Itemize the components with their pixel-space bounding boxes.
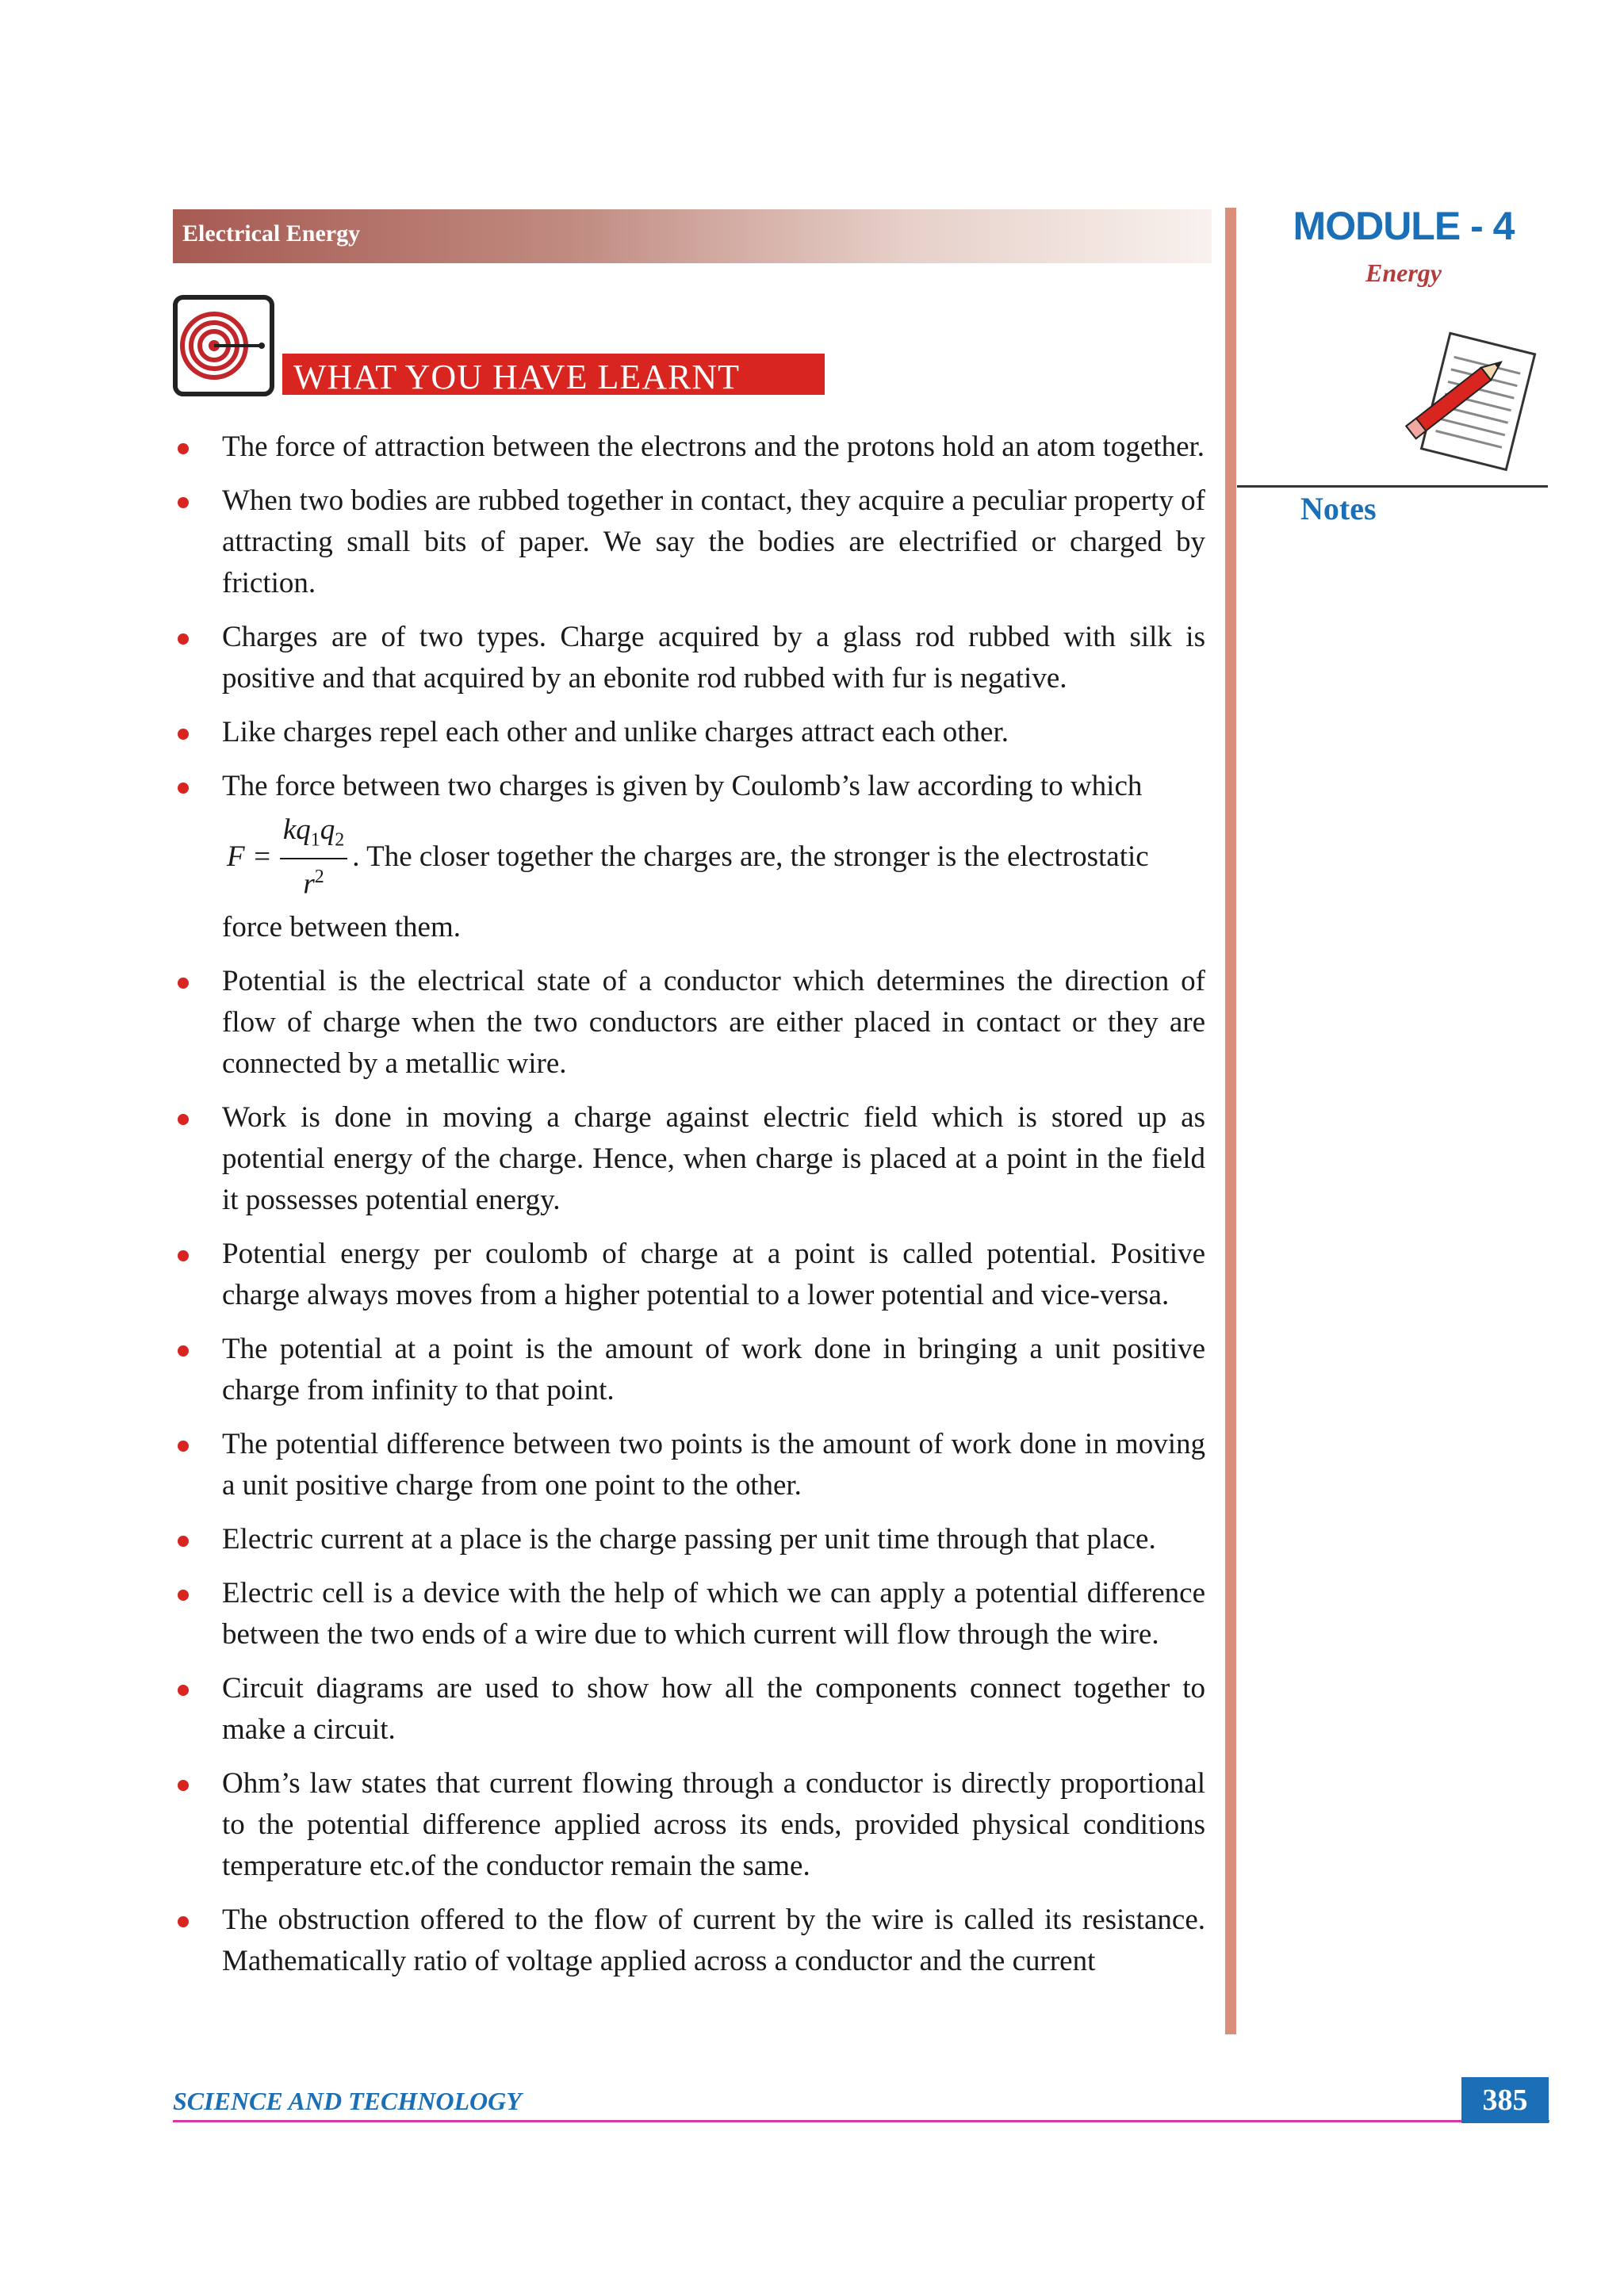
notes-divider [1237, 485, 1548, 488]
list-item: Potential energy per coulomb of charge at a point is called potential. Positive charge always moves from a higher potential to a lower potential and vice-versa. [174, 1234, 1205, 1316]
page-number: 385 [1461, 2077, 1549, 2123]
notes-pencil-icon [1386, 325, 1537, 492]
bullet-dot-icon [178, 1441, 189, 1452]
bullet-dot-icon [178, 1345, 189, 1357]
formula-fraction [280, 813, 347, 901]
bullet-dot-icon [178, 1590, 189, 1601]
notes-label: Notes [1300, 491, 1377, 526]
list-item: The potential at a point is the amount of work done in bringing a unit positive charge from infinity to that point. [174, 1329, 1205, 1411]
list-item: Charges are of two types. Charge acquired by a glass rod rubbed with silk is positive and that acquired by an ebonite rod rubbed with fur is negative. [174, 617, 1205, 699]
list-item: The obstruction offered to the flow of current by the wire is called its resistance. Mathematically ratio of voltage applied across a conductor and the current [174, 1900, 1205, 1982]
module-subtitle: Energy [1365, 258, 1442, 287]
bullet-dot-icon [178, 1536, 189, 1547]
bullet-dot-icon [178, 978, 189, 989]
target-icon [173, 295, 274, 396]
section-title: WHAT YOU HAVE LEARNT [293, 358, 741, 396]
module-title: MODULE - 4 [1293, 204, 1515, 248]
bullet-dot-icon [178, 497, 189, 508]
list-item-coulomb: The force between two charges is given by Coulomb’s law according to which F = $\frac{kq_1q_2}{r^2}$ . The closer together the charges are, the stronger is the electrostatic force between them. [174, 766, 1205, 948]
formula-denominator: $r^2$ [303, 866, 324, 900]
bullet-dot-icon [178, 1685, 189, 1696]
section-header-band [173, 209, 1212, 263]
list-item: Circuit diagrams are used to show how all the components connect together to make a circuit. [174, 1668, 1205, 1751]
footer-rule [173, 2120, 1549, 2122]
list-item: Like charges repel each other and unlike charges attract each other. [174, 712, 1205, 753]
section-title-bar [282, 354, 825, 395]
formula-numerator: $kq_1q_2$ [280, 813, 347, 859]
formula-trailing-text: . The closer together the charges are, the stronger is the electrostatic [352, 840, 1149, 873]
formula-lhs: F = [227, 840, 272, 873]
list-item: Ohm’s law states that current flowing through a conductor is directly proportional to the potential difference applied across its ends, provided physical conditions temperature etc.of the conductor remain the same. [174, 1763, 1205, 1887]
learning-points-list [174, 427, 1205, 1995]
coulomb-formula [222, 813, 1205, 901]
bullet-dot-icon [178, 1916, 189, 1927]
list-item: The potential difference between two points is the amount of work done in moving a unit positive charge from one point to the other. [174, 1424, 1205, 1506]
bullet-dot-icon [178, 443, 189, 454]
bullet-dot-icon [178, 1114, 189, 1125]
bullet-dot-icon [178, 729, 189, 740]
list-item: Work is done in moving a charge against electric field which is stored up as potential energy of the charge. Hence, when charge is placed at a point in the field it possesses potential energy. [174, 1097, 1205, 1221]
section-header-title: Electrical Energy [182, 220, 361, 247]
list-item: When two bodies are rubbed together in contact, they acquire a peculiar property of attracting small bits of paper. We say the bodies are electrified or charged by friction. [174, 480, 1205, 604]
list-item: Electric current at a place is the charge passing per unit time through that place. [174, 1519, 1205, 1560]
list-item: The force of attraction between the electrons and the protons hold an atom together. [174, 427, 1205, 468]
bullet-dot-icon [178, 783, 189, 794]
bullet-dot-icon [178, 1250, 189, 1261]
bullet-dot-icon [178, 633, 189, 645]
formula-continuation: force between them. [222, 911, 461, 943]
bullet-dot-icon [178, 1780, 189, 1791]
list-item: Potential is the electrical state of a conductor which determines the direction of flow of charge when the two conductors are either placed in contact or they are connected by a metallic wire. [174, 961, 1205, 1085]
list-item: Electric cell is a device with the help of which we can apply a potential difference between the two ends of a wire due to which current will flow through the wire. [174, 1573, 1205, 1655]
margin-divider [1225, 208, 1236, 2034]
footer-title: SCIENCE AND TECHNOLOGY [173, 2087, 522, 2115]
